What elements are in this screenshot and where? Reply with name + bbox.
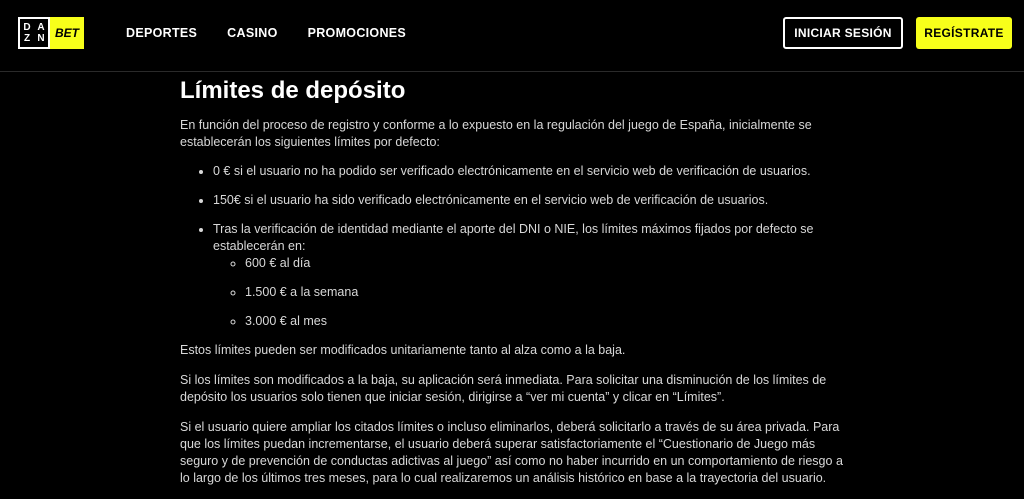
dazn-logo-mark (18, 17, 50, 49)
lower-limits-paragraph: Si los límites son modificados a la baja, su aplicación será inmediata. Para solicitar una disminución de los límites de depósito los usuarios solo tienen que iniciar sesión, dirigirse a “ver mi cuenta” y clicar en “Límites”. (180, 373, 827, 404)
login-button[interactable]: INICIAR SESIÓN (783, 17, 903, 49)
bet-logo-tag: BET (50, 17, 84, 49)
logo-letter: A (37, 22, 45, 33)
list-item (213, 163, 850, 180)
deposit-limits-list (180, 163, 850, 330)
raise-limits-paragraph: Si el usuario quiere ampliar los citados límites o incluso eliminarlos, deberá solicitarlo a través de su área privada. Para que los límites puedan incrementarse, el usuario deberá superar satisfactoriamente el “Cuestionario de Juego más seguro y de prevención de conductas adictivas al juego” así como no haber incurrido en un comportamiento de riesgo a lo largo de los últimos tres meses, para lo cual realizaremos un análisis histórico en base a la trayectoria del usuario. (180, 420, 843, 485)
list-item (213, 221, 850, 330)
logo-letter: N (37, 33, 45, 44)
main-content (180, 74, 850, 487)
list-item-text: Tras la verificación de identidad mediante el aporte del DNI o NIE, los límites máximos fijados por defecto se establecerán en: (213, 222, 814, 253)
dazn-bet-logo[interactable] (18, 17, 84, 49)
modify-limits-paragraph: Estos límites pueden ser modificados unitariamente tanto al alza como a la baja. (180, 343, 626, 357)
default-limits-sublist (213, 255, 850, 330)
top-header (0, 0, 1024, 72)
sublist-item-weekly: ◦ 1.500 € a la semana (245, 284, 850, 301)
register-button[interactable]: REGÍSTRATE (916, 17, 1012, 49)
list-item (213, 192, 850, 209)
main-nav (126, 25, 406, 41)
list-item-text: 150€ si el usuario ha sido verificado electrónicamente en el servicio web de verificación de usuarios. (213, 193, 769, 207)
sublist-item-monthly: ◦ 3.000 € al mes (245, 313, 850, 330)
nav-item-deportes[interactable]: DEPORTES (126, 26, 198, 40)
sublist-item-daily: ◦ 600 € al día (245, 255, 850, 272)
page-title: Límites de depósito (180, 77, 406, 104)
logo-letter: Z (23, 33, 31, 44)
intro-paragraph: En función del proceso de registro y conforme a lo expuesto en la regulación del juego de España, inicialmente se establecerán los siguientes límites por defecto: (180, 118, 812, 149)
logo-letter: D (23, 22, 31, 33)
nav-item-casino[interactable]: CASINO (227, 26, 278, 40)
nav-item-promociones[interactable]: PROMOCIONES (307, 26, 407, 40)
list-item-text: 0 € si el usuario no ha podido ser verificado electrónicamente en el servicio web de verificación de usuarios. (213, 164, 811, 178)
